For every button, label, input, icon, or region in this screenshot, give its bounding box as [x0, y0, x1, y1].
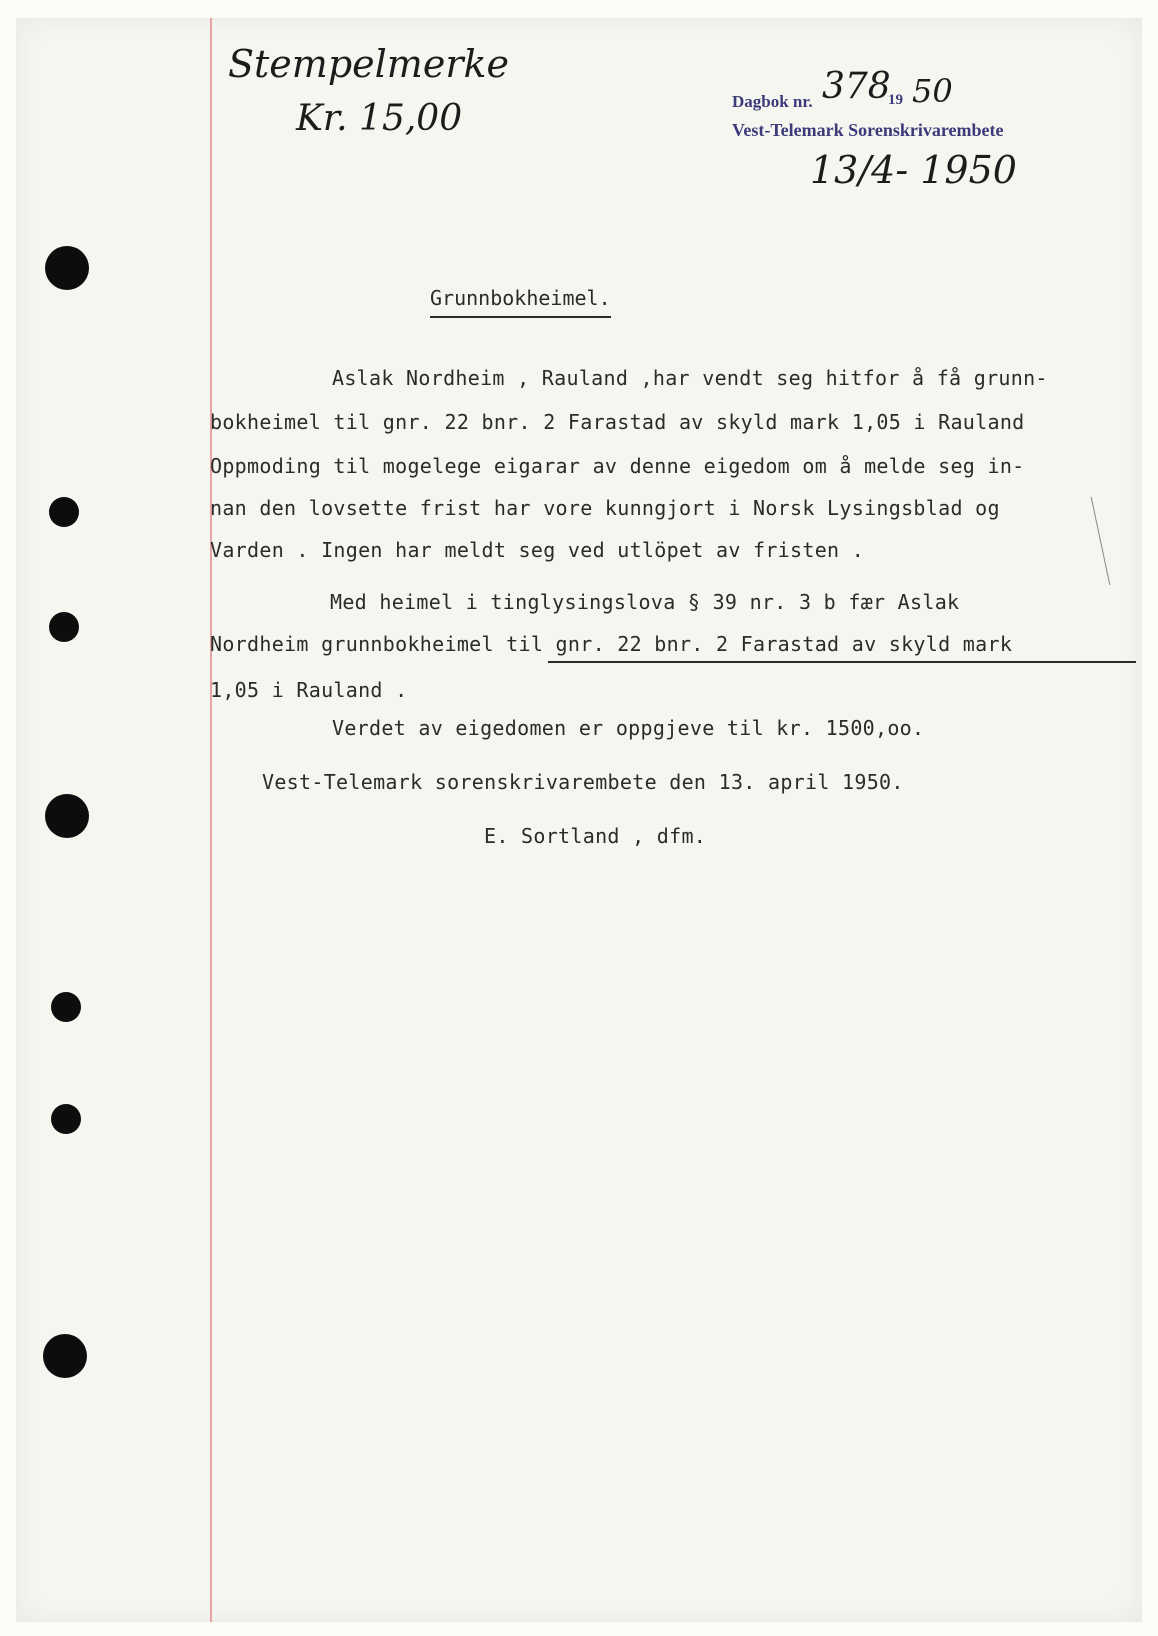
- body-line-8: 1,05 i Rauland .: [210, 678, 408, 702]
- stamp-handwritten-date: 13/4- 1950: [810, 148, 1017, 192]
- punch-hole-2: [49, 497, 79, 527]
- stamp-year-suffix: 50: [912, 72, 953, 110]
- pen-underline: [548, 661, 1136, 663]
- body-line-9: Verdet av eigedomen er oppgjeve til kr. 1500,oo.: [332, 716, 925, 740]
- punch-hole-6: [51, 1104, 81, 1134]
- handwritten-stamp-duty-label: Stempelmerke: [228, 42, 509, 86]
- document-page: [16, 18, 1142, 1622]
- stamp-dagbok-number: 378: [822, 66, 891, 107]
- body-line-1: Aslak Nordheim , Rauland ,har vendt seg hitfor å få grunn-: [332, 366, 1048, 390]
- stamp-year-prefix: 19: [888, 92, 903, 108]
- punch-hole-3: [49, 612, 79, 642]
- document-title: Grunnbokheimel.: [430, 286, 611, 318]
- body-line-5: Varden . Ingen har meldt seg ved utlöpet av fristen .: [210, 538, 865, 562]
- handwritten-stamp-duty-amount: Kr. 15,00: [296, 98, 463, 139]
- punch-hole-5: [51, 992, 81, 1022]
- stamp-office-name: Vest-Telemark Sorenskrivarembete: [732, 120, 1004, 140]
- body-line-7: Nordheim grunnbokheimel til gnr. 22 bnr. 2 Farastad av skyld mark: [210, 632, 1013, 656]
- red-margin-line: [210, 18, 212, 1622]
- body-line-3: Oppmoding til mogelege eigarar av denne eigedom om å melde seg in-: [210, 454, 1025, 478]
- body-line-10: Vest-Telemark sorenskrivarembete den 13. april 1950.: [262, 770, 904, 794]
- stamp-dagbok-label: Dagbok nr.: [732, 92, 813, 111]
- signature-line: E. Sortland , dfm.: [484, 824, 707, 848]
- punch-hole-4: [45, 794, 89, 838]
- body-line-2: bokheimel til gnr. 22 bnr. 2 Farastad av skyld mark 1,05 i Rauland: [210, 410, 1025, 434]
- punch-hole-1: [45, 246, 89, 290]
- punch-hole-7: [43, 1334, 87, 1378]
- body-line-6: Med heimel i tinglysingslova § 39 nr. 3 b fær Aslak: [330, 590, 960, 614]
- body-line-4: nan den lovsette frist har vore kunngjort i Norsk Lysingsblad og: [210, 496, 1000, 520]
